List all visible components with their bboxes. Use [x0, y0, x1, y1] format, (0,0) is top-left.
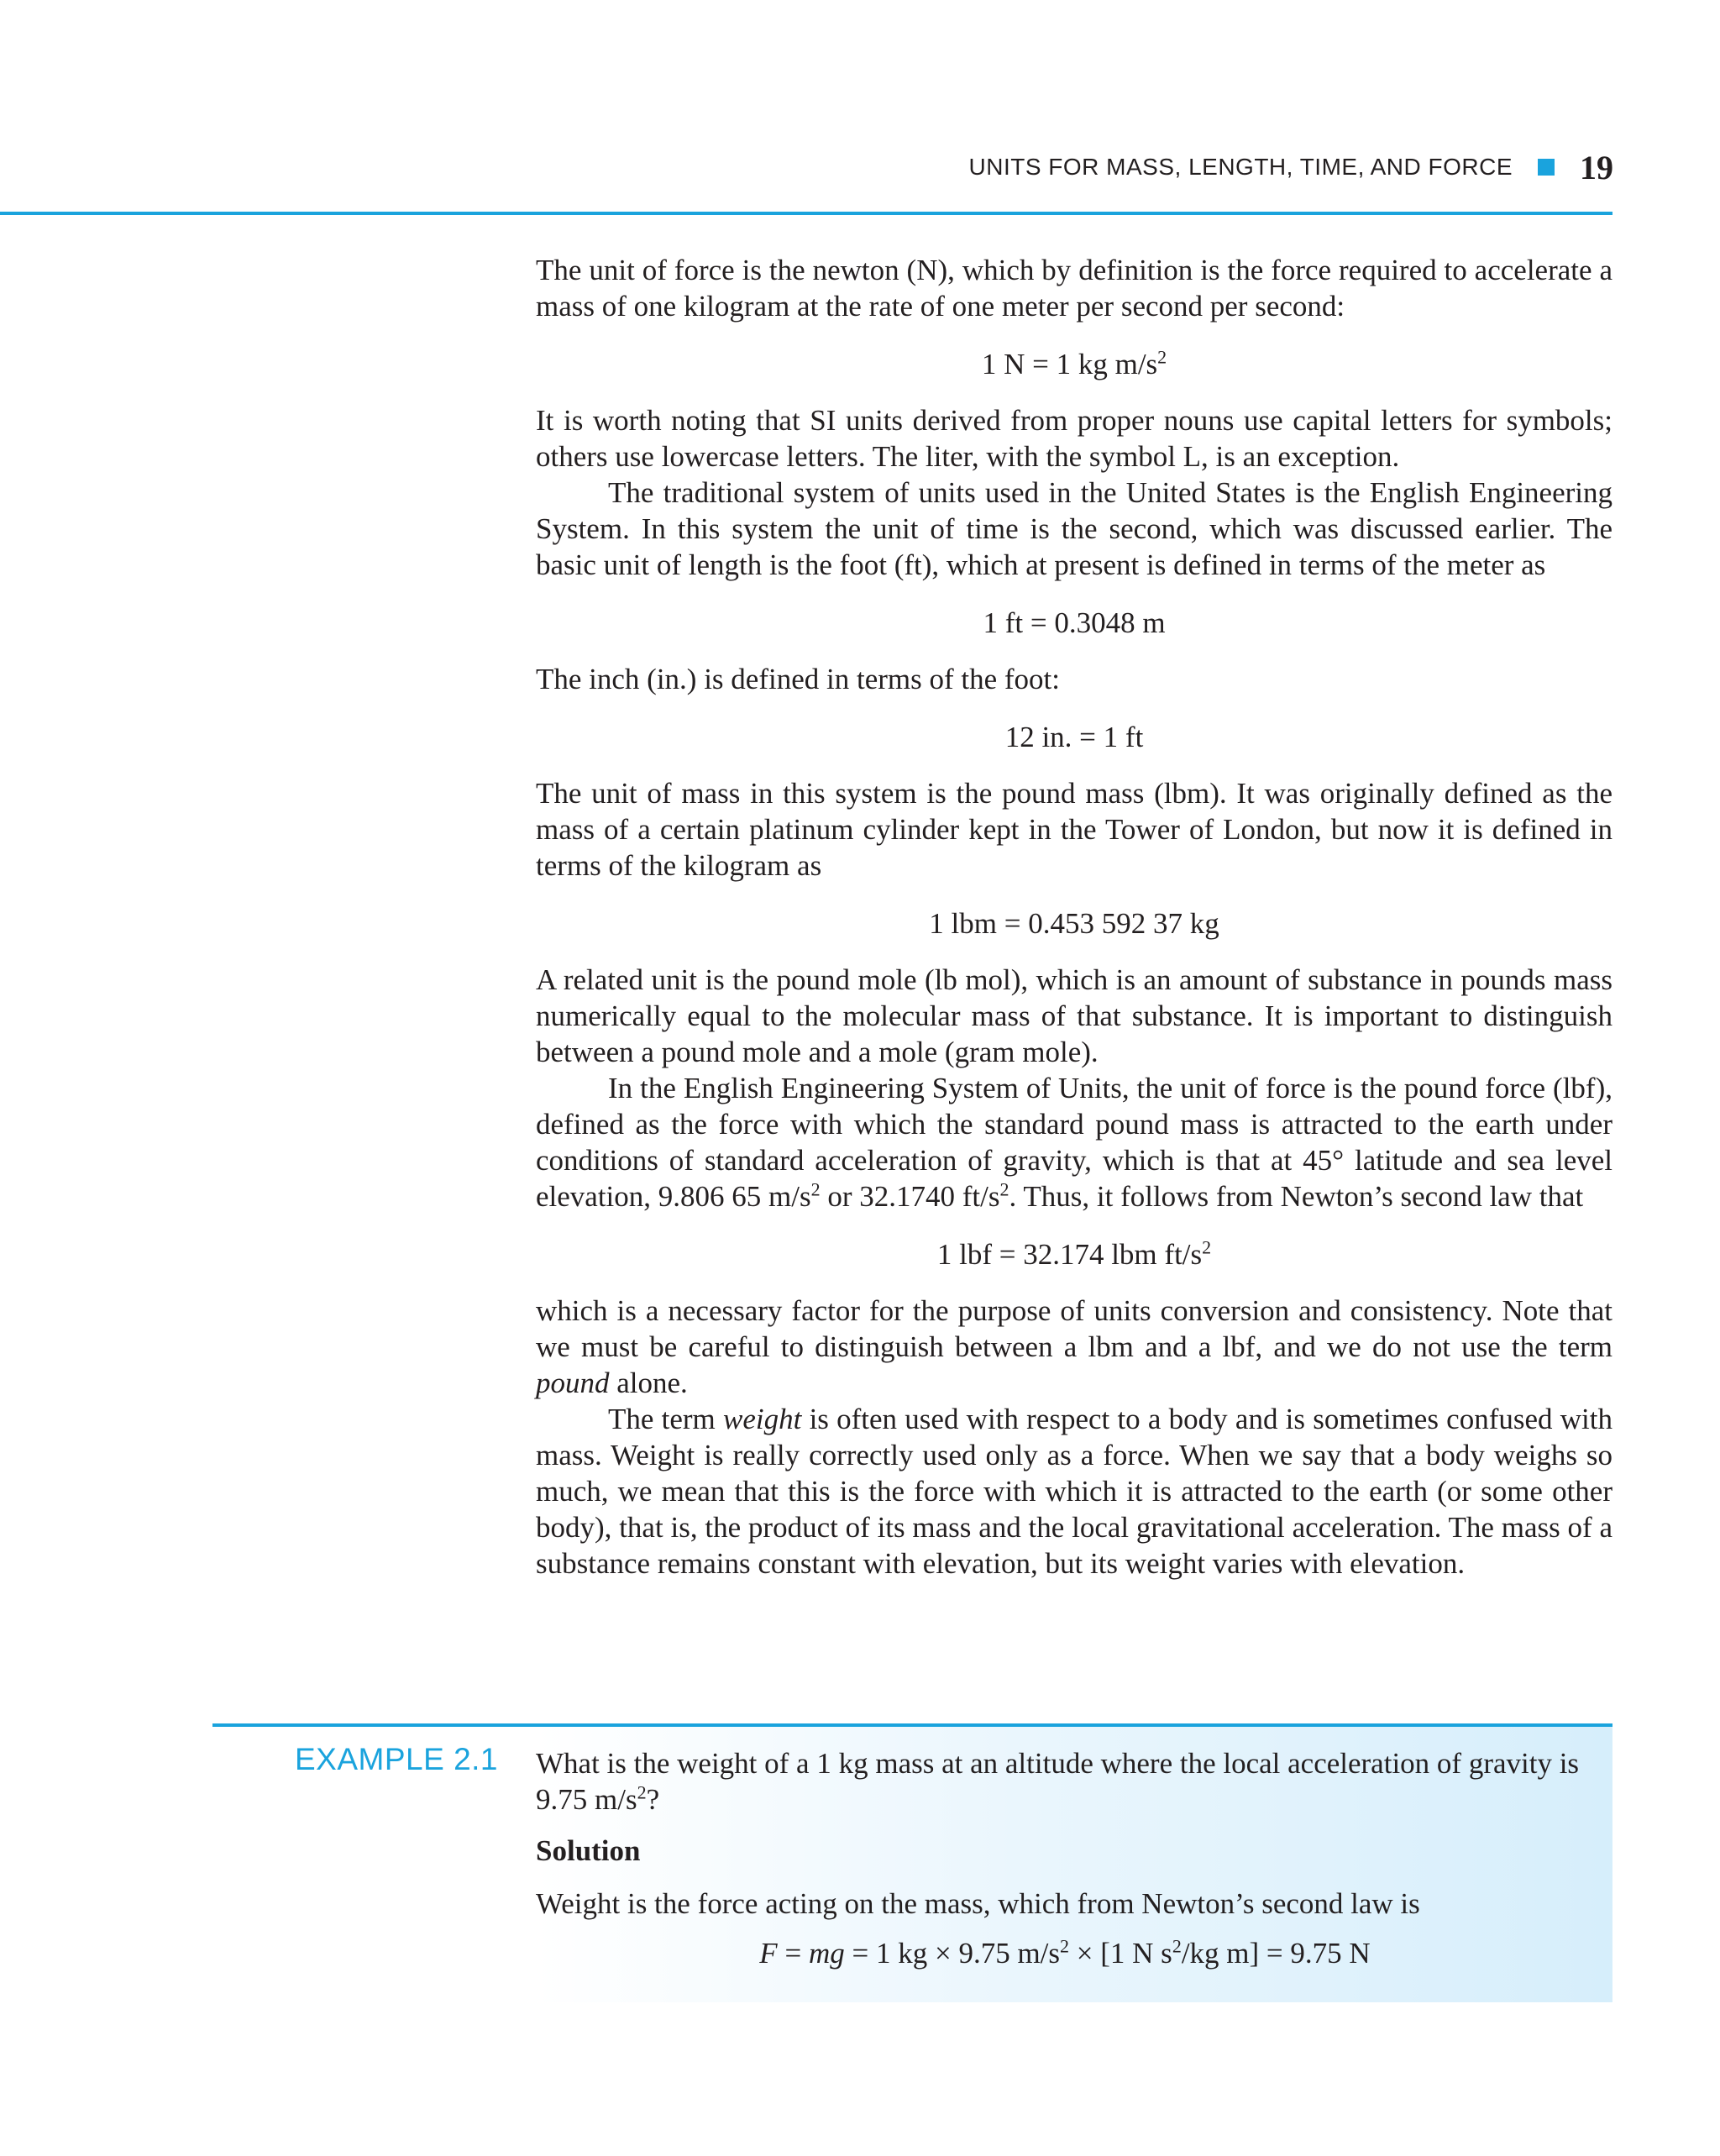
solution-title: Solution [536, 1834, 641, 1867]
pound-force-exponent-2: 2 [999, 1178, 1009, 1200]
paragraph-units-conversion [536, 1293, 1612, 1401]
equation-weight-F: F [759, 1937, 778, 1970]
example-question-exponent: 2 [637, 1781, 647, 1803]
equation-weight-part3: × [1 N s [1069, 1937, 1172, 1970]
equation-weight-exponent-2: 2 [1172, 1935, 1182, 1957]
equation-newton-text: 1 N = 1 kg m/s [981, 348, 1158, 380]
paragraph-weight [536, 1401, 1612, 1582]
page-number: 19 [1580, 148, 1613, 186]
equation-pound-force-exponent: 2 [1202, 1236, 1212, 1258]
body-text [536, 252, 1612, 1582]
pound-force-text-b: or 32.1740 ft/s [820, 1180, 1000, 1213]
units-conversion-text-a: which is a necessary factor for the purpose of units conversion and consistency. Note that we must be careful to distinguish between a lbm and a lbf, and we do not use the term [536, 1294, 1612, 1363]
square-bullet-icon [1538, 159, 1555, 176]
example-body [536, 1745, 1594, 1971]
equation-weight-part2: = 1 kg × 9.75 m/s [844, 1937, 1061, 1970]
pound-force-exponent-1: 2 [810, 1178, 821, 1200]
solution-text: Weight is the force acting on the mass, which from Newton’s second law is [536, 1887, 1420, 1920]
paragraph-pound-mass: The unit of mass in this system is the pound mass (lbm). It was originally defined as the mass of a certain platinum cylinder kept in the Tower of London, but now it is defined in terms of the kilogram as [536, 777, 1612, 882]
units-conversion-text-b: alone. [609, 1367, 688, 1399]
paragraph-newton-definition: The unit of force is the newton (N), which by definition is the force required to accelerate a mass of one kilogram at the rate of one meter per second per second: [536, 254, 1612, 323]
example-question [536, 1745, 1594, 1818]
paragraph-si-capitals: It is worth noting that SI units derived from proper nouns use capital letters for symbols; others use lowercase letters. The liter, with the symbol L, is an exception. [536, 404, 1612, 473]
equation-newton-exponent: 2 [1157, 346, 1167, 368]
units-conversion-emphasis: pound [536, 1367, 610, 1399]
equation-weight-exponent-1: 2 [1060, 1935, 1070, 1957]
equation-weight [536, 1935, 1594, 1971]
equation-pound-mass: 1 lbm = 0.453 592 37 kg [929, 907, 1219, 940]
equation-inch: 12 in. = 1 ft [1004, 721, 1144, 753]
equation-newton [536, 346, 1612, 382]
running-head [969, 148, 1614, 186]
example-question-mark: ? [646, 1783, 660, 1816]
equation-pound-force [536, 1236, 1612, 1272]
example-label: EXAMPLE 2.1 [295, 1742, 499, 1776]
equation-weight-part4: /kg m] = 9.75 N [1181, 1937, 1371, 1970]
example-question-text: What is the weight of a 1 kg mass at an altitude where the local acceleration of gravity is 9.75 m/s [536, 1747, 1580, 1816]
example-box [212, 1723, 1612, 2002]
paragraph-english-system: The traditional system of units used in the United States is the English Engineering System. In this system the unit of time is the second, which was discussed earlier. The basic unit of length is the foot (ft), which at present is defined in terms of the meter as [536, 476, 1612, 581]
paragraph-pound-mole: A related unit is the pound mole (lb mol), which is an amount of substance in pounds mass numerically equal to the molecular mass of that substance. It is important to distinguish between a pound mole and a mole (gram mole). [536, 963, 1612, 1068]
header-rule [0, 212, 1612, 215]
weight-text-a: The term [608, 1403, 724, 1435]
weight-emphasis: weight [723, 1403, 802, 1435]
equation-pound-force-text: 1 lbf = 32.174 lbm ft/s [936, 1238, 1203, 1271]
paragraph-pound-force [536, 1070, 1612, 1214]
pound-force-text-a: In the English Engineering System of Units, the unit of force is the pound force (lbf), defined as the force with which the standard pound mass is attracted to the earth under conditions of standard acceleration of gravity, which is that at 45° latitude and sea level elevation, 9.806 65 m/s [536, 1072, 1612, 1213]
weight-text-b: is often used with respect to a body and is sometimes confused with mass. Weight is really correctly used only as a force. When we say that a body weighs so much, we mean that this is the force with which it is attracted to the earth (or some other body), that is, the product of its mass and the local gravitational acceleration. The mass of a substance remains constant with elevation, but its weight varies with elevation. [536, 1403, 1612, 1580]
equation-foot: 1 ft = 0.3048 m [983, 606, 1166, 639]
running-title: UNITS FOR MASS, LENGTH, TIME, AND FORCE [968, 154, 1513, 180]
paragraph-inch: The inch (in.) is defined in terms of the foot: [536, 663, 1061, 695]
equation-weight-mg: mg [808, 1937, 845, 1970]
equation-weight-eq: = [777, 1937, 809, 1970]
pound-force-text-c: . Thus, it follows from Newton’s second law that [1009, 1180, 1584, 1213]
